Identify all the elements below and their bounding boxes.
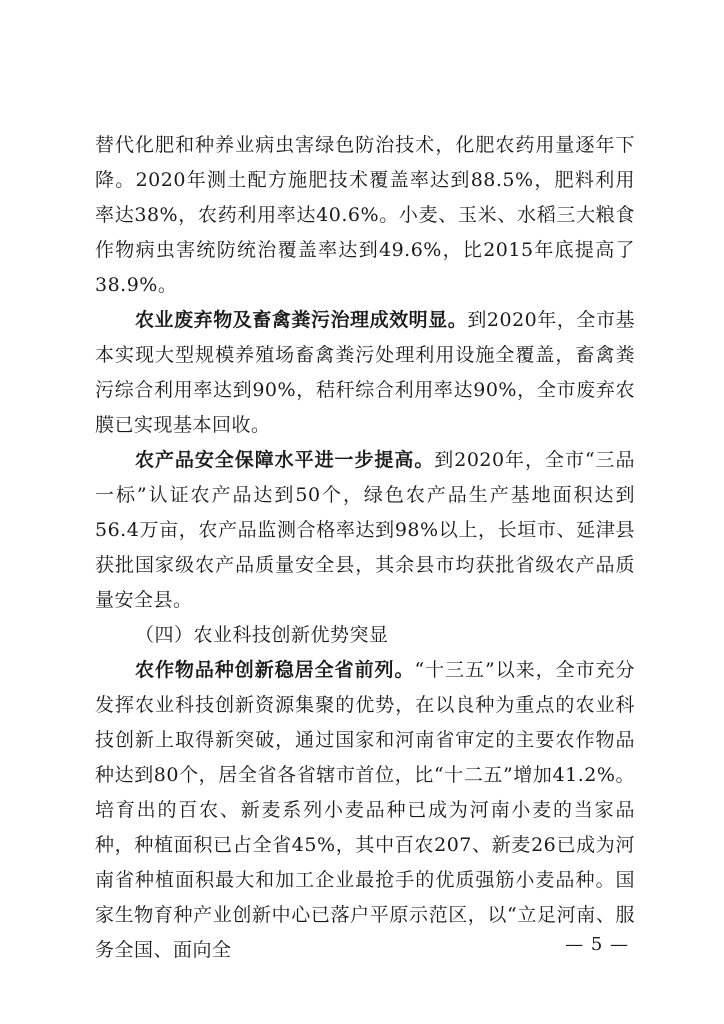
paragraph-lead: 农业废弃物及畜禽粪污治理成效明显。 (135, 309, 468, 331)
document-body (95, 128, 635, 968)
paragraph-fertilizer-pesticide (95, 128, 635, 303)
section-subheading: （四）农业科技创新优势突显 (135, 624, 389, 646)
paragraph-product-safety (95, 443, 635, 618)
paragraph-text: 到2020年，全市基本实现大型规模养殖场畜禽粪污处理利用设施全覆盖，畜禽粪污综合利用率达到90%，秸秆综合利用率达90%，全市废弃农膜已实现基本回收。 (95, 309, 635, 436)
paragraph-lead: 农作物品种创新稳居全省前列。 (135, 659, 415, 681)
page-number: — 5 — (565, 934, 629, 955)
paragraph-text: 到2020年，全市“三品一标”认证农产品达到50个，绿色农产品生产基地面积达到56.4万亩，农产品监测合格率达到98%以上，长垣市、延津县获批国家级农产品质量安全县，其余县市均获批省级农产品质量安全县。 (95, 449, 635, 611)
paragraph-text: 替代化肥和种养业病虫害绿色防治技术，化肥农药用量逐年下降。2020年测土配方施肥技术覆盖率达到88.5%，肥料利用率达38%，农药利用率达40.6%。小麦、玉米、水稻三大粮食作物病虫害统防统治覆盖率达到49.6%，比2015年底提高了38.9%。 (95, 134, 635, 296)
paragraph-crop-innovation (95, 653, 635, 968)
paragraph-text: “十三五”以来，全市充分发挥农业科技创新资源集聚的优势，在以良种为重点的农业科技创新上取得新突破，通过国家和河南省审定的主要农作物品种达到80个，居全省各省辖市首位，比“十二五”增加41.2%。培育出的百农、新麦系列小麦品种已成为河南小麦的当家品种，种植面积已占全省45%，其中百农207、新麦26已成为河南省种植面积最大和加工企业最抢手的优质强筋小麦品种。国家生物育种产业创新中心已落户平原示范区，以“立足河南、服务全国、面向全 (95, 659, 635, 961)
paragraph-lead: 农产品安全保障水平进一步提高。 (135, 449, 435, 471)
paragraph-waste-treatment (95, 303, 635, 443)
